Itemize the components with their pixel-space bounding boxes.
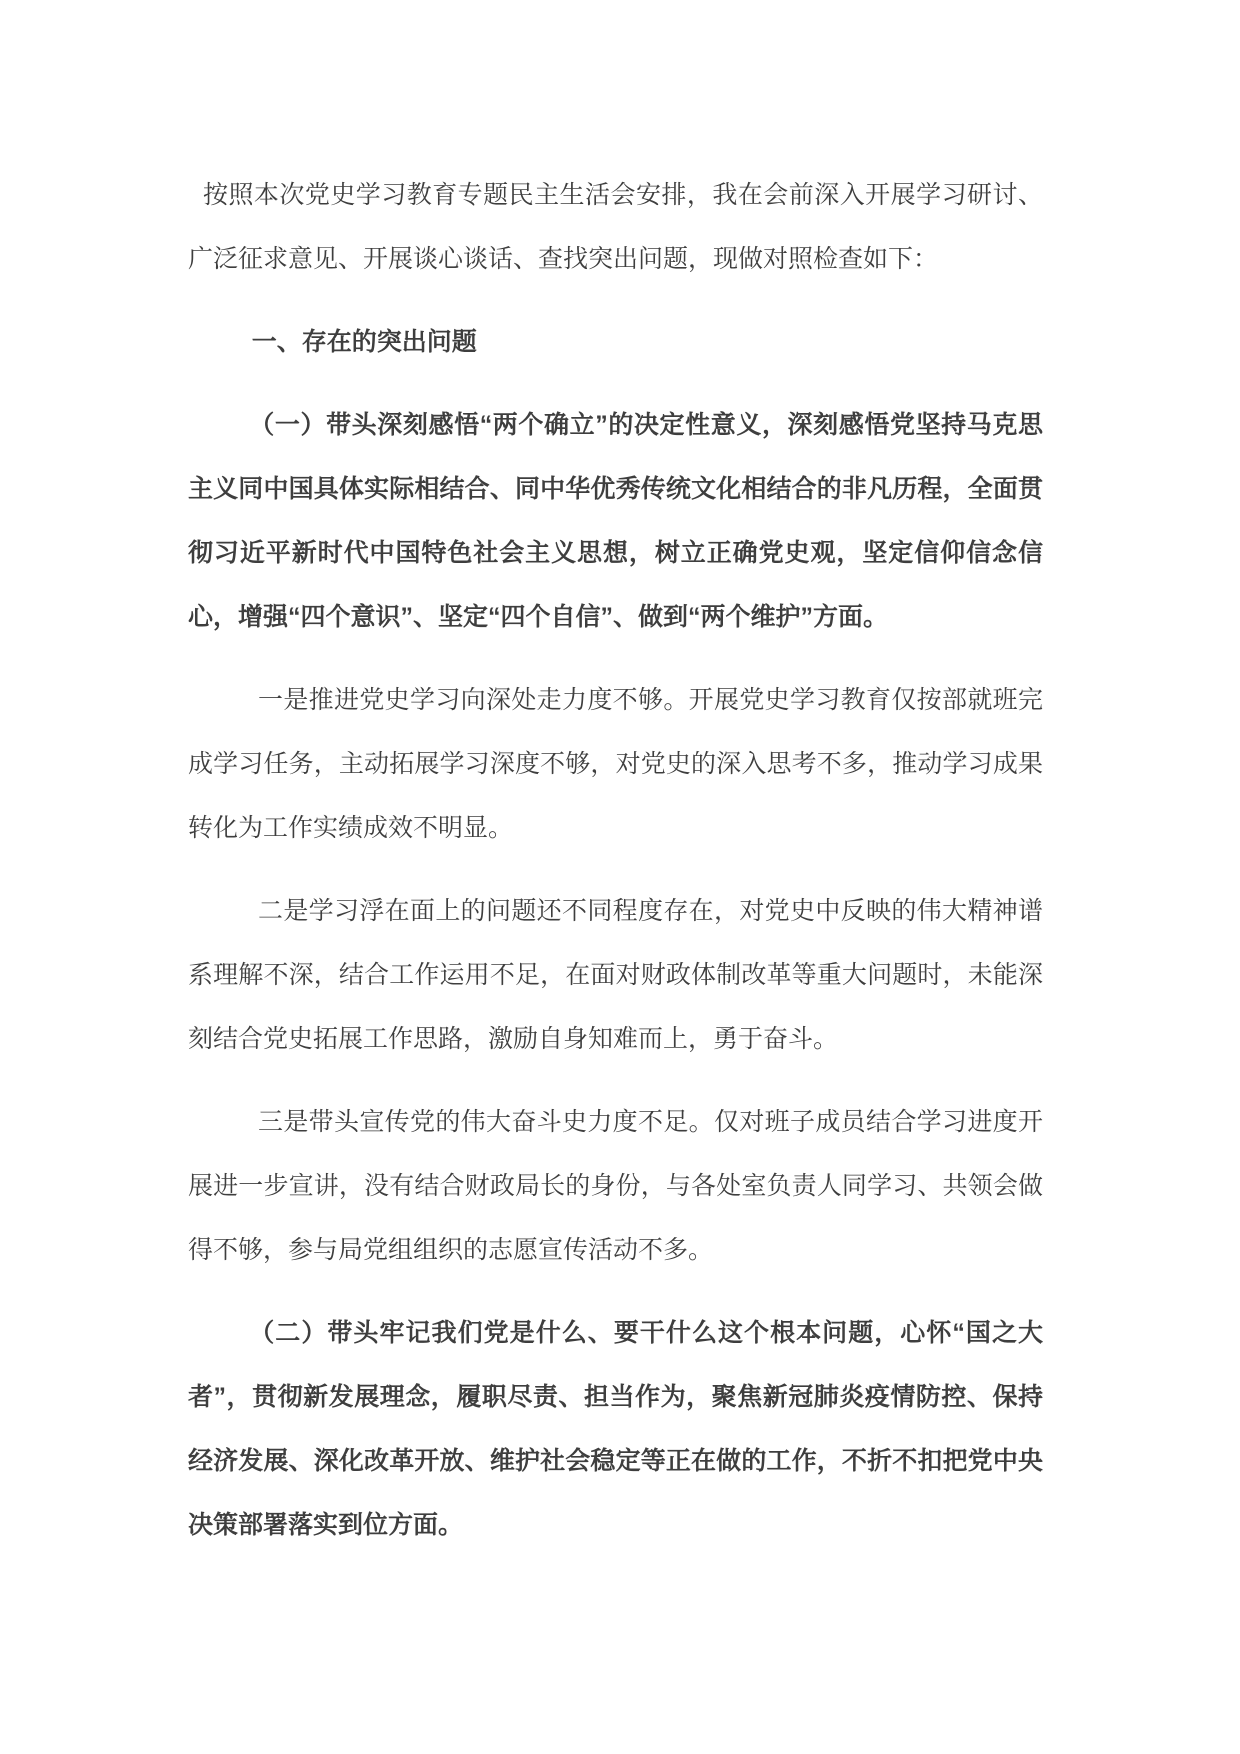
subsection-heading-1-2: （二）带头牢记我们党是什么、要干什么这个根本问题，心怀“国之大者”，贯彻新发展理念，履职尽责、担当作为，聚焦新冠肺炎疫情防控、保持经济发展、深化改革开放、维护社会稳定等正在做的工作，不折不扣把党中央决策部署落实到位方面。 (188, 1319, 1043, 1539)
subsection-heading-1-1: （一）带头深刻感悟“两个确立”的决定性意义，深刻感悟党坚持马克思主义同中国具体实际相结合、同中华优秀传统文化相结合的非凡历程，全面贯彻习近平新时代中国特色社会主义思想，树立正确党史观，坚定信仰信念信心，增强“四个意识”、坚定“四个自信”、做到“两个维护”方面。 (188, 411, 1043, 631)
document-body (188, 163, 1043, 1557)
problem-item-3: 三是带头宣传党的伟大奋斗史力度不足。仅对班子成员结合学习进度开展进一步宣讲，没有结合财政局长的身份，与各处室负责人同学习、共领会做得不够，参与局党组组织的志愿宣传活动不多。 (188, 1108, 1043, 1264)
section-heading-1: 一、存在的突出问题 (251, 328, 477, 356)
problem-item-1: 一是推进党史学习向深处走力度不够。开展党史学习教育仅按部就班完成学习任务，主动拓展学习深度不够，对党史的深入思考不多，推动学习成果转化为工作实绩成效不明显。 (188, 686, 1043, 842)
problem-item-2: 二是学习浮在面上的问题还不同程度存在，对党史中反映的伟大精神谱系理解不深，结合工作运用不足，在面对财政体制改革等重大问题时，未能深刻结合党史拓展工作思路，激励自身知难而上，勇于奋斗。 (188, 897, 1043, 1053)
paragraph-intro: 按照本次党史学习教育专题民主生活会安排，我在会前深入开展学习研讨、广泛征求意见、开展谈心谈话、查找突出问题，现做对照检查如下： (188, 181, 1043, 273)
